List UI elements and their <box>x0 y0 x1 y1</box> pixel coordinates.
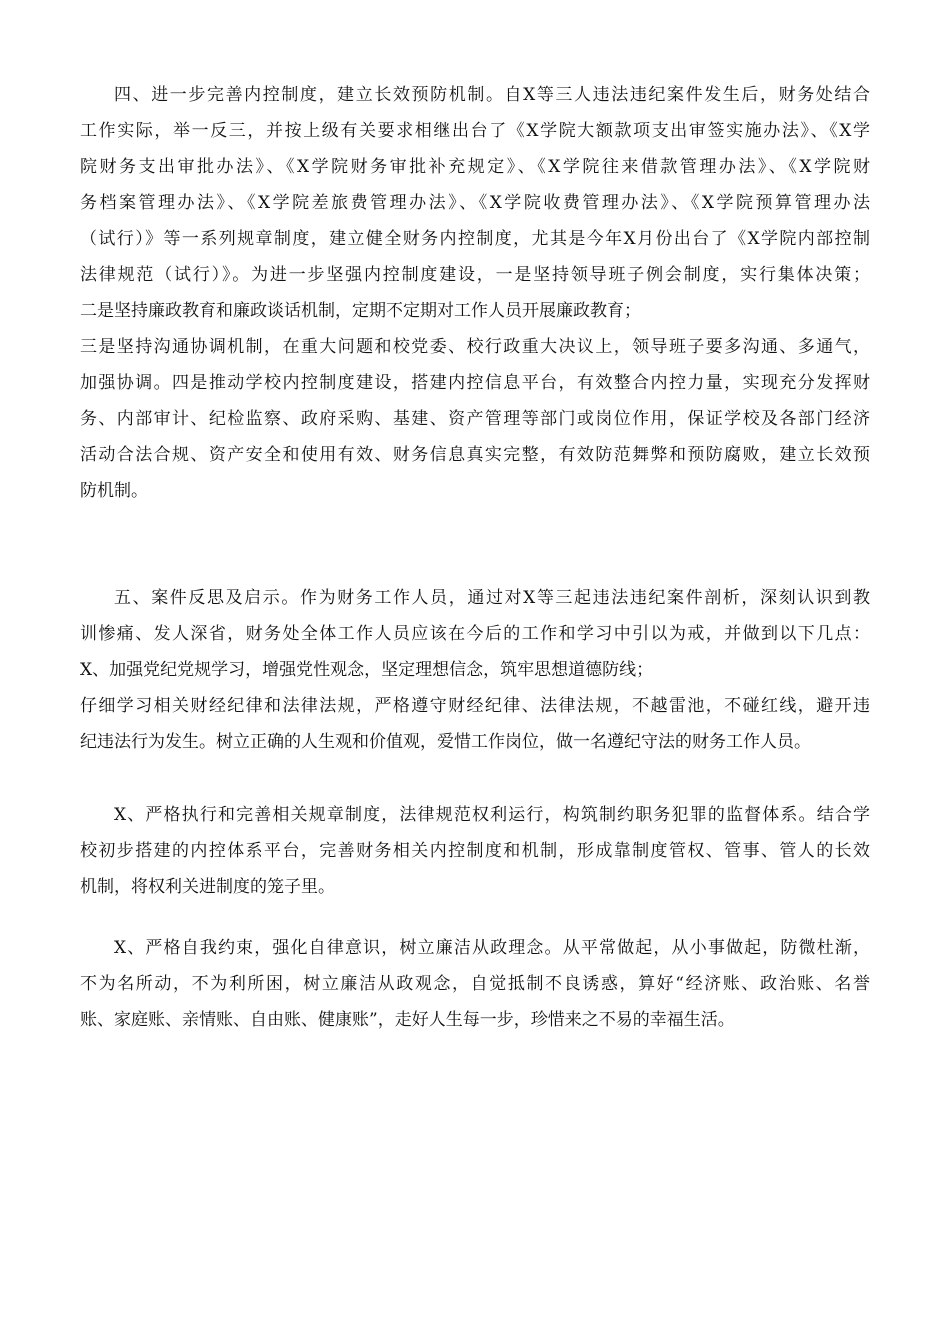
paragraph-line: 不为名所动，不为利所困，树立廉洁从政观念，自觉抵制不良诱惑，算好“经济账、政治账、名誉 <box>80 974 870 994</box>
paragraph-line: 纪违法行为发生。树立正确的人生观和价值观，爱惜工作岗位，做一名遵纪守法的财务工作人员。 <box>80 732 811 752</box>
paragraph-line: 四、进一步完善内控制度，建立长效预防机制。自X等三人违法违纪案件发生后，财务处结合 <box>114 85 870 105</box>
paragraph-internal-control <box>80 77 870 509</box>
paragraph-line: 校初步搭建的内控体系平台，完善财务相关内控制度和机制，形成靠制度管权、管事、管人的长效 <box>80 841 870 861</box>
paragraph-line: 工作实际，举一反三，并按上级有关要求相继出台了《X学院大额款项支出审签实施办法》、《X学 <box>80 121 870 141</box>
paragraph-line: 院财务支出审批办法》、《X学院财务审批补充规定》、《X学院往来借款管理办法》、《X学院财 <box>80 157 870 177</box>
paragraph-line: 务档案管理办法》、《X学院差旅费管理办法》、《X学院收费管理办法》、《X学院预算管理办法 <box>80 193 870 213</box>
paragraph-line: （试行）》等一系列规章制度，建立健全财务内控制度，尤其是今年X月份出台了《X学院内部控制 <box>80 229 870 249</box>
paragraph-line: 务、内部审计、纪检监察、政府采购、基建、资产管理等部门或岗位作用，保证学校及各部门经济 <box>80 409 870 429</box>
paragraph-line: 防机制。 <box>80 481 148 501</box>
paragraph-line: 法律规范（试行）》。为进一步坚强内控制度建设，一是坚持领导班子例会制度，实行集体决策； <box>80 265 870 285</box>
paragraph-regulations <box>80 797 870 905</box>
paragraph-line: X、严格自我约束，强化自律意识，树立廉洁从政理念。从平常做起，从小事做起，防微杜渐， <box>114 938 870 958</box>
paragraph-line: 仔细学习相关财经纪律和法律法规，严格遵守财经纪律、法律法规，不越雷池，不碰红线，避开违 <box>80 696 870 716</box>
paragraph-line: 训惨痛、发人深省，财务处全体工作人员应该在今后的工作和学习中引以为戒，并做到以下几点： <box>80 624 870 644</box>
paragraph-line: 三是坚持沟通协调机制，在重大问题和校党委、校行政重大决议上，领导班子要多沟通、多通气， <box>80 337 870 357</box>
paragraph-case-reflection <box>80 580 870 760</box>
paragraph-line: 加强协调。四是推动学校内控制度建设，搭建内控信息平台，有效整合内控力量，实现充分发挥财 <box>80 373 870 393</box>
paragraph-line: 机制，将权利关进制度的笼子里。 <box>80 877 335 897</box>
paragraph-line: 二是坚持廉政教育和廉政谈话机制，定期不定期对工作人员开展廉政教育； <box>80 301 641 321</box>
paragraph-line: X、严格执行和完善相关规章制度，法律规范权利运行，构筑制约职务犯罪的监督体系。结合学 <box>114 805 870 825</box>
paragraph-line: 五、案件反思及启示。作为财务工作人员，通过对X等三起违法违纪案件剖析，深刻认识到教 <box>114 588 870 608</box>
paragraph-line: X、加强党纪党规学习，增强党性观念，坚定理想信念，筑牢思想道德防线； <box>80 660 654 680</box>
paragraph-line: 账、家庭账、亲情账、自由账、健康账”，走好人生每一步，珍惜来之不易的幸福生活。 <box>80 1010 735 1030</box>
paragraph-line: 活动合法合规、资产安全和使用有效、财务信息真实完整，有效防范舞弊和预防腐败，建立长效预 <box>80 445 870 465</box>
paragraph-self-discipline <box>80 930 870 1038</box>
